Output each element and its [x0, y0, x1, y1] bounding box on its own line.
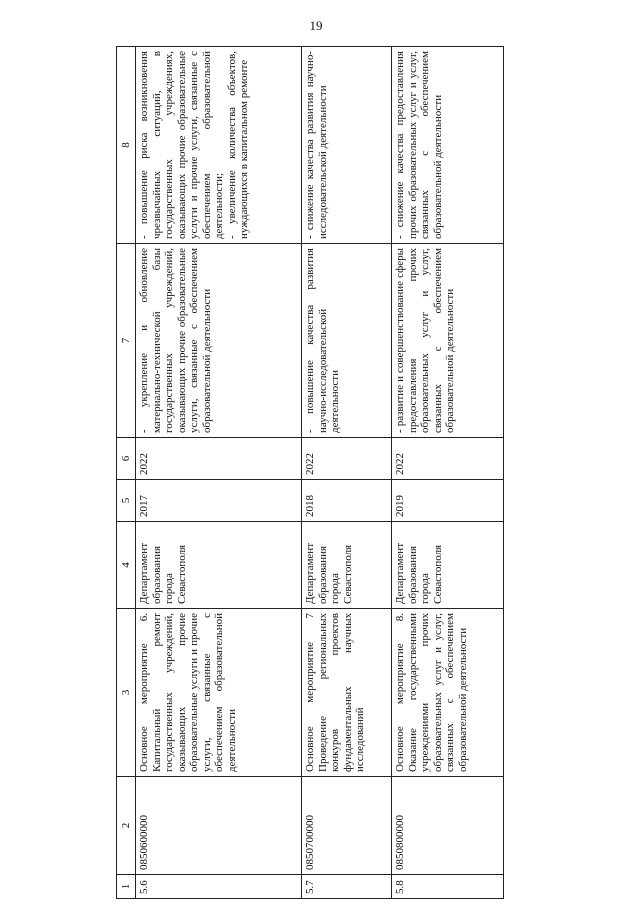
header-cell: 2 — [117, 777, 136, 875]
rotated-table — [116, 47, 500, 899]
consequence-item: - повышение риска возникновения чрезвычайных ситуаций, в государственных учреждениях, оказывающих прочие образовательные услуги и прочие услуги, связанные с обеспечением образовательной деятельности; — [138, 51, 225, 239]
budget-code: 0850700000 — [302, 777, 392, 875]
expected-result: - развитие и совершенствование сферы предоставления прочих образовательных услуг и услуг, связанных с обеспечением образовательной деятельности — [392, 244, 504, 438]
header-cell: 5 — [117, 480, 136, 522]
row-number: 5.6 — [136, 875, 302, 899]
program-measures-table — [116, 46, 504, 899]
consequences — [136, 47, 302, 244]
consequences — [302, 47, 392, 244]
executor: Департамент образования города Севастополя — [392, 522, 504, 609]
event-name: Основное мероприятие 8. Оказание государственными учреждениями прочих образовательных услуг и услуг, связанных с обеспечением образовательной деятельности — [392, 609, 504, 777]
start-year: 2017 — [136, 480, 302, 522]
header-cell: 3 — [117, 609, 136, 777]
header-row — [117, 47, 136, 899]
header-cell: 1 — [117, 875, 136, 899]
header-cell: 8 — [117, 47, 136, 244]
row-number: 5.7 — [302, 875, 392, 899]
event-name: Основное мероприятие 6. Капитальный ремонт государственных учреждений, оказывающих прочие образовательные услуги и прочие услуги, связанные с обеспечением образовательной деятельности — [136, 609, 302, 777]
budget-code: 0850800000 — [392, 777, 504, 875]
header-cell: 4 — [117, 522, 136, 609]
consequence-item: - снижение качества предоставления прочих образовательных услуг и услуг, связанных с обеспечением образовательной деятельности — [394, 51, 444, 239]
row-number: 5.8 — [392, 875, 504, 899]
start-year: 2018 — [302, 480, 392, 522]
expected-result: - укрепление и обновление материально-технической базы государственных учреждений, оказывающих прочие образовательные услуги, связанные с обеспечением образовательной деятельности — [136, 244, 302, 438]
end-year: 2022 — [302, 438, 392, 480]
table-row — [302, 47, 392, 899]
consequence-item: - снижение качества развития научно-исследовательской деятельности — [304, 51, 329, 239]
header-cell: 7 — [117, 244, 136, 438]
executor: Департамент образования города Севастополя — [302, 522, 392, 609]
consequence-item: - увеличение количества объектов, нуждающихся в капитальном ремонте — [225, 51, 250, 239]
rotated-table-frame — [116, 47, 500, 899]
page-number: 19 — [309, 18, 323, 33]
start-year: 2019 — [392, 480, 504, 522]
expected-result: - повышение качества развития научно-исследовательской деятельности — [302, 244, 392, 438]
table-row — [392, 47, 504, 899]
consequences — [392, 47, 504, 244]
end-year: 2022 — [136, 438, 302, 480]
end-year: 2022 — [392, 438, 504, 480]
executor: Департамент образования города Севастополя — [136, 522, 302, 609]
header-cell: 6 — [117, 438, 136, 480]
event-name: Основное мероприятие 7 Проведение региональных конкуров проектов фундаментальных научных исследований — [302, 609, 392, 777]
table-row — [136, 47, 302, 899]
budget-code: 0850600000 — [136, 777, 302, 875]
